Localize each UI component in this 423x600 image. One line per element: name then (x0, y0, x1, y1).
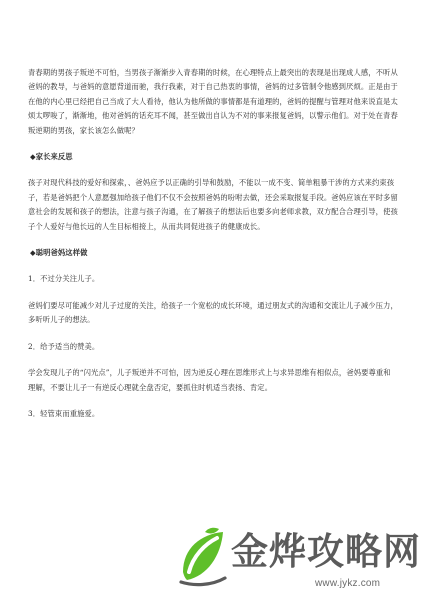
spacer (28, 328, 398, 340)
spacer (28, 260, 398, 272)
spacer (28, 138, 398, 150)
heading-text: ◆家长来反思 (30, 152, 73, 162)
heading-smart-parents (28, 246, 398, 260)
spacer (28, 354, 398, 366)
spacer (28, 164, 398, 176)
document-content (28, 66, 398, 421)
spacer (28, 287, 398, 299)
leaf-logo-icon (175, 526, 229, 588)
paragraph-reflection: 孩子对现代科技的爱好和探索，、爸妈应予以正确的引导和鼓励，不能以一成不变、简单粗暴干涉的方式来约束孩子，若是爸妈把个人意愿强加给孩子他们不仅不会按照爸妈的吩咐去做，还会采取报复手段。爸妈应该在平时多留意社会的发展和孩子的想法，注意与孩子沟通，在了解孩子的想法后也要多向老师求教，双方配合合理引导，使孩子个人爱好与他长远的人生目标相接上，从而共同促进孩子的健康成长。 (28, 178, 398, 231)
paragraph-item-2: 学会发现儿子的“闪光点”，儿子叛逆并不可怕，因为逆反心理在思维形式上与求异思维有相似点，爸妈要尊重和理解，不要让儿子一有逆反心理就全盘否定，要抓住时机适当表扬、肯定。 (28, 368, 391, 392)
heading-text: ◆聪明爸妈这样做 (30, 248, 88, 258)
list-item-1: 1．不过分关注儿子。 (28, 274, 100, 284)
list-item-3: 3．轻管束而重施爱。 (28, 408, 100, 418)
spacer (28, 234, 398, 246)
watermark (165, 520, 421, 600)
heading-parent-reflection (28, 150, 398, 164)
watermark-title: 金烨攻略网 (231, 530, 421, 573)
paragraph-intro: 青春期的男孩子叛逆不可怕，当男孩子渐渐步入青春期的时候，在心理特点上最突出的表现是出现成人感，不听从爸妈的教导，与爸妈的意愿背道而驰，我行我素，对于自己热衷的事情，爸妈的过多管制令他感到厌烦。正是由于在他的内心里已经把自己当成了大人看待，他认为他所做的事情都是有道理的，爸妈的提醒与管理对他来说直是太烦太啰唆了，渐渐地，他对爸妈的话充耳不闻，甚至做出自认为不对的事来报复爸妈，以警示他们。对于处在青春叛逆期的男孩，家长该怎么做呢？ (28, 68, 398, 135)
watermark-url: www.jykz.com (315, 578, 381, 589)
paragraph-item-1: 爸妈们要尽可能减少对儿子过度的关注，给孩子一个宽松的成长环境，通过朋友式的沟通和交流让儿子减少压力，多听听儿子的想法。 (28, 300, 398, 325)
list-item-2: 2．给予适当的赞美。 (28, 341, 100, 351)
spacer (28, 395, 398, 407)
